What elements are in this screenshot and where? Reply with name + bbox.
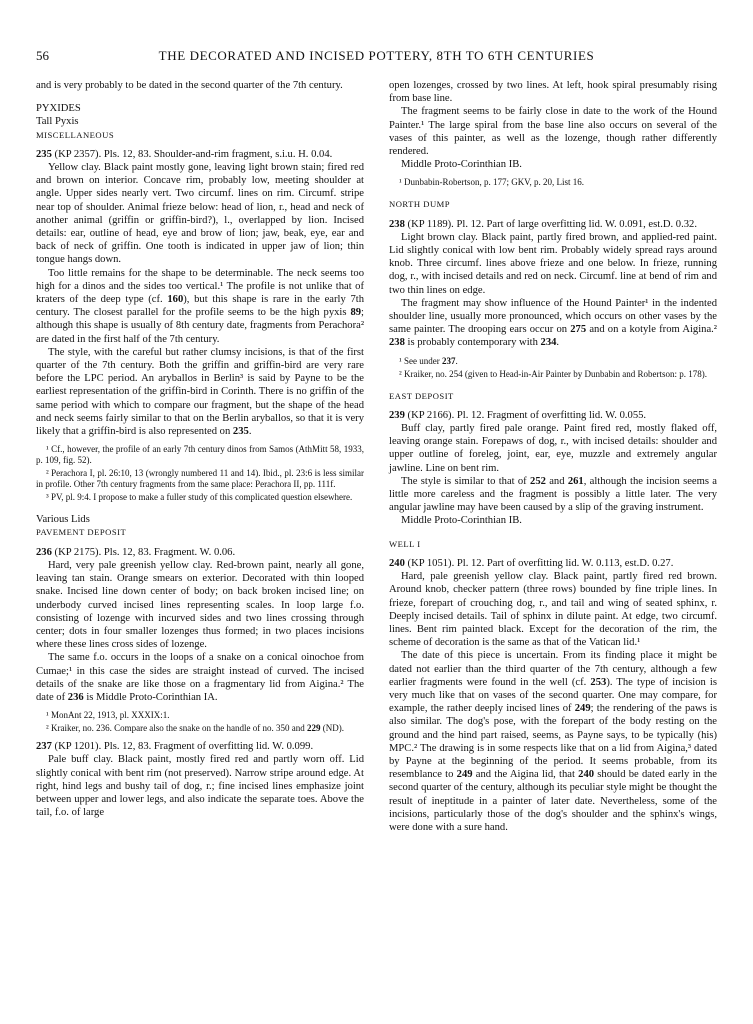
left-column xyxy=(36,79,364,819)
entry-discussion: The same f.o. occurs in the loops of a snake on a conical oinochoe from Cumae;¹ in this case the sides are straight instead of curved. The incised details of the snake are like those on a fragmentary lid from Aigina.² The date of 236 is Middle Proto-Corinthian IA. xyxy=(36,652,364,703)
entry-discussion: The style, with the careful but rather clumsy incisions, is that of the first quarter of the 7th century. Both the griffin and griffin-bird are very rare before the LPC period. An aryballos in Berlin³ is said by Payne to be the earliest representation of the griffin-bird in Corinth. There is no griffin of the same period with which to compare our fragment, but the shape of the head and neck seems fairly similar to that on the Berlin aryballos, so that it is very likely that a griffin-bird is also represented on 235. xyxy=(36,346,364,438)
section-heading-pyxides: PYXIDES xyxy=(36,103,81,115)
entry-number: 238 xyxy=(389,218,405,230)
entry-description: Buff clay, partly fired pale orange. Paint fired red, mostly flaked off, leaving orange stain. Forepaws of dog, r., with incised details: shoulder and upper outline of foreleg, joint, ear, eye, muzzle and extremely angular jawline. Line on bent rim. xyxy=(389,423,717,474)
entry-heading: (KP 1189). Pl. 12. Part of large overfitting lid. W. 0.091, est.D. 0.32. xyxy=(404,218,697,230)
subheading-well-i: WELL I xyxy=(389,538,421,549)
entry-discussion: The fragment seems to be fairly close in date to the work of the Hound Painter.¹ The large spiral from the base line also occurs on several of the vases of this painter, as well as the lozenge, though rather differently rendered. xyxy=(389,106,717,158)
footnote: ³ PV, pl. 9:4. I propose to make a fuller study of this complicated question elsewhere. xyxy=(46,492,353,503)
section-heading-various-lids: Various Lids xyxy=(36,514,90,526)
entry-description: Hard, very pale greenish yellow clay. Red-brown paint, nearly all gone, leaving tan stain. Orange smears on exterior. Decorated with thin looped snake. Incised line down center of body; on back broken incised line; on underbody curved incised lines representing scales. In loop large f.o. consisting of lozenge with incurved sides and two lines crossing through center; dots in four smaller lozenges thus formed; in two places incisions where these lines cross sides of lozenge. xyxy=(36,559,364,651)
entry-discussion: The style is similar to that of 252 and 261, although the incision seems a little more careless and the fragment is possibly a little later. The very angular jawline may have been caused by a slip of the graving instrument. xyxy=(389,475,717,514)
entry-date: Middle Proto-Corinthian IB. xyxy=(401,515,522,527)
catalogue-entry-237 xyxy=(36,740,364,819)
entry-heading: (KP 2166). Pl. 12. Fragment of overfitting lid. W. 0.055. xyxy=(404,409,647,421)
subheading-tall-pyxis: Tall Pyxis xyxy=(36,116,79,128)
page-number: 56 xyxy=(36,48,49,63)
entry-discussion: The date of this piece is uncertain. From its finding place it might be dated not earlier than the third quarter of the 7th century, although a few earlier fragments were found in the well (cf. 253). The type of incision is very much like that on vases of the second quarter. One may compare, for example, the rather deeply incised lines of 249; the rendering of the paws is also similar. The dog's pose, with the forepart of the body resting on the ground and the hind part raised, seems, as Payne says, to be typically (his) MPC.² The drawing is in some respects like that on a lid from Aigina,³ dated by Payne at the beginning of the period. It seems probable, from its resemblance to 249 and the Aigina lid, that 240 should be dated early in the second quarter of the century, although its peculiar style might be thought the result of ineptitude in a painter of later date. Nevertheless, some of the incisions, particularly those of the dog's shoulder and the sphinx's wings, were done with a sure hand. xyxy=(389,650,717,833)
footnote: ¹ MonAnt 22, 1913, pl. XXXIX:1. xyxy=(46,710,170,721)
entry-number: 237 xyxy=(36,741,52,753)
catalogue-entry-239 xyxy=(389,409,717,528)
footnote: ² Kraiker, no. 254 (given to Head-in-Air Painter by Dunbabin and Robertson: p. 178). xyxy=(399,368,708,379)
footnote: ¹ See under 237. xyxy=(399,355,458,366)
catalogue-entry-235 xyxy=(36,148,364,503)
page-header xyxy=(36,48,717,66)
catalogue-entry-240 xyxy=(389,557,717,834)
entry-description: Light brown clay. Black paint, partly fired brown, and applied-red paint. Lid slightly conical with low bent rim. Probably widely spread rays around knob. Three circumf. lines above frieze and one below. In frieze, running dog, r., with incised details and red on neck. Circumf. line at bend of rim and two thin lines on edge. xyxy=(389,231,717,296)
entry-number: 236 xyxy=(36,546,52,558)
entry-heading: (KP 2175). Pls. 12, 83. Fragment. W. 0.06. xyxy=(51,546,236,558)
entry-description: Yellow clay. Black paint mostly gone, leaving light brown stain; fired red and brown on interior. Concave rim, probably low, meeting shoulder at angle. Upper sides nearly vert. Two circumf. lines on rim. Circumf. stripe near top of shoulder. Animal frieze below: head of lion, r., head and neck of another animal (griffin or griffin-bird?), l., overlapped by lion. Incised details: ear, outline of head, eye and brow of lion; jaw, beak, eye, ear and back of neck of griffin. One tooth is indicated in upper jaw of lion; thin tongue hangs down. xyxy=(36,162,364,266)
entry-237-continued: open lozenges, crossed by two lines. At left, hook spiral presumably rising from base line. xyxy=(389,80,717,105)
entry-number: 235 xyxy=(36,148,52,160)
entry-discussion: Too little remains for the shape to be determinable. The neck seems too high for a dinos and the sides too vertical.¹ The profile is not unlike that of kraters of the deep type (cf. 160), but this shape is rare in the early 7th century. The closest parallel for the profile seems to be the high pyxis 89; although this shape is usually of 8th century date, fragments from Perachora² are dated in the first half of the 7th century. xyxy=(36,267,364,345)
entry-heading: (KP 2357). Pls. 12, 83. Shoulder-and-rim fragment, s.i.u. H. 0.04. xyxy=(51,148,333,160)
running-title: THE DECORATED AND INCISED POTTERY, 8TH TO 6TH CENTURIES xyxy=(158,48,595,63)
entry-number: 239 xyxy=(389,409,405,421)
catalogue-entry-236 xyxy=(36,546,364,734)
footnote: ² Kraiker, no. 236. Compare also the snake on the handle of no. 350 and 229 (ND). xyxy=(46,723,345,734)
footnote: ² Perachora I, pl. 26:10, 13 (wrongly numbered 11 and 14). Ibid., pl. 23:6 is less similar in profile. Other 7th century fragments from the same place: Perachora II, pp. 111f. xyxy=(36,468,364,490)
entry-description: Hard, pale greenish yellow clay. Black paint, partly fired red brown. Around knob, checker pattern (three rows) bounded by fine triple lines. In frieze, forepart of crouching dog, r., and tail and wing of seated sphinx, r. Deeply incised details. Tail of sphinx in dilute paint. At edge, two circumf. lines. Bent rim painted black. Except for the decoration of the rim, the scheme of decoration is the same as that of the Vatican lid.¹ xyxy=(389,571,717,649)
subheading-north-dump: NORTH DUMP xyxy=(389,199,451,210)
footnote: ¹ Cf., however, the profile of an early 7th century dinos from Samos (AthMitt 58, 1933, p. 109, fig. 52). xyxy=(36,444,364,466)
right-column xyxy=(389,79,717,834)
entry-number: 240 xyxy=(389,557,405,569)
catalogue-entry-238 xyxy=(389,218,717,380)
entry-discussion: The fragment may show influence of the Hound Painter¹ in the indented shoulder line, usually more pronounced, which occurs on other vases by the same painter. The drooping ears occur on 275 and on a kotyle from Aigina.² 238 is probably contemporary with 234. xyxy=(389,297,717,349)
entry-heading: (KP 1201). Pls. 12, 83. Fragment of overfitting lid. W. 0.099. xyxy=(51,741,314,753)
intro-text: and is very probably to be dated in the second quarter of the 7th century. xyxy=(36,80,343,91)
entry-date: Middle Proto-Corinthian IB. xyxy=(401,159,522,171)
entry-heading: (KP 1051). Pl. 12. Part of overfitting lid. W. 0.113, est.D. 0.27. xyxy=(404,557,674,569)
footnote: ¹ Dunbabin-Robertson, p. 177; GKV, p. 20, List 16. xyxy=(399,177,585,188)
subheading-miscellaneous: MISCELLANEOUS xyxy=(36,129,115,140)
subheading-pavement-deposit: PAVEMENT DEPOSIT xyxy=(36,527,127,538)
subheading-east-deposit: EAST DEPOSIT xyxy=(389,390,454,401)
entry-description: Pale buff clay. Black paint, mostly fired red and partly worn off. Lid slightly conical with bent rim (not preserved). Narrow stripe around edge. At right, hind legs and bushy tail of dog, r.; fine incised lines emphasize joint between upper and lower legs, and also indicate the separate toes. Above the tail, f.o. of large xyxy=(36,754,364,819)
